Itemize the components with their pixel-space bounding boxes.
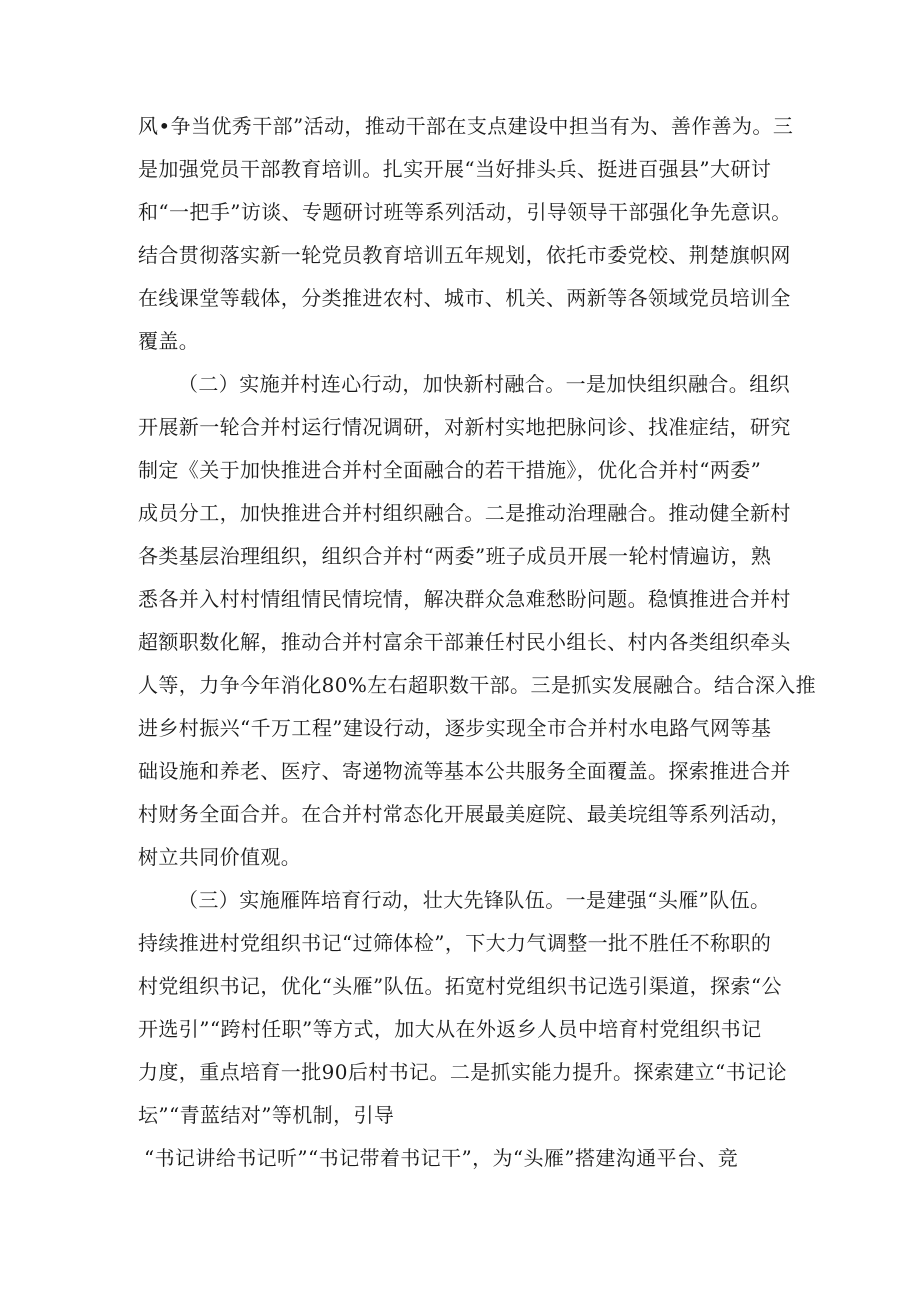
- text-line: 开选引”“跨村任职”等方式，加大从在外返乡人员中培育村党组织书记: [138, 1017, 762, 1041]
- text-line: 人等，力争今年消化80%左右超职数干部。三是抓实发展融合。结合深入推: [138, 673, 817, 697]
- section-heading-line: （二）实施并村连心行动，加快新村融合。一是加快组织融合。组织: [178, 372, 790, 396]
- text-line: 是加强党员干部教育培训。扎实开展“当好排头兵、挺进百强县”大研讨: [138, 157, 772, 181]
- text-line: 村党组织书记，优化“头雁”队伍。拓宽村党组织书记选引渠道，探索“公: [138, 974, 782, 998]
- text-line: 结合贯彻落实新一轮党员教育培训五年规划，依托市委党校、荆楚旗帜网: [138, 243, 791, 267]
- text-line: 力度，重点培育一批90后村书记。二是抓实能力提升。探索建立“书记论: [138, 1060, 787, 1084]
- text-line: 超额职数化解，推动合并村富余干部兼任村民小组长、村内各类组织牵头: [138, 630, 791, 654]
- text-line: 各类基层治理组织，组织合并村“两委”班子成员开展一轮村情遍访，熟: [138, 544, 772, 568]
- text-line: “书记讲给书记听”“书记带着书记干”，为“头雁”搭建沟通平台、竞: [144, 1146, 739, 1170]
- text-line: 开展新一轮合并村运行情况调研，对新村实地把脉问诊、找准症结，研究: [138, 415, 791, 439]
- text-line: 悉各并入村村情组情民情垸情，解决群众急难愁盼问题。稳慎推进合并村: [138, 587, 791, 611]
- text-line: 持续推进村党组织书记“过筛体检”，下大力气调整一批不胜任不称职的: [138, 931, 772, 955]
- text-line: 风•争当优秀干部”活动，推动干部在支点建设中担当有为、善作善为。三: [138, 114, 794, 138]
- text-line: 树立共同价值观。: [138, 845, 302, 869]
- text-line: 和“一把手”访谈、专题研讨班等系列活动，引导领导干部强化争先意识。: [138, 200, 792, 224]
- text-line: 成员分工，加快推进合并村组织融合。二是推动治理融合。推动健全新村: [138, 501, 791, 525]
- text-line: 础设施和养老、医疗、寄递物流等基本公共服务全面覆盖。探索推进合并: [138, 759, 791, 783]
- text-line: 在线课堂等载体，分类推进农村、城市、机关、两新等各领域党员培训全: [138, 286, 791, 310]
- text-line: 坛”“青蓝结对”等机制，引导: [138, 1103, 395, 1127]
- section-heading-line: （三）实施雁阵培育行动，壮大先锋队伍。一是建强“头雁”队伍。: [178, 888, 771, 912]
- text-line: 村财务全面合并。在合并村常态化开展最美庭院、最美垸组等系列活动，: [138, 802, 791, 826]
- text-line: 制定《关于加快推进合并村全面融合的若干措施》，优化合并村“两委”: [138, 458, 762, 482]
- text-line: 进乡村振兴“千万工程”建设行动，逐步实现全市合并村水电路气网等基: [138, 716, 772, 740]
- text-line: 覆盖。: [138, 329, 200, 353]
